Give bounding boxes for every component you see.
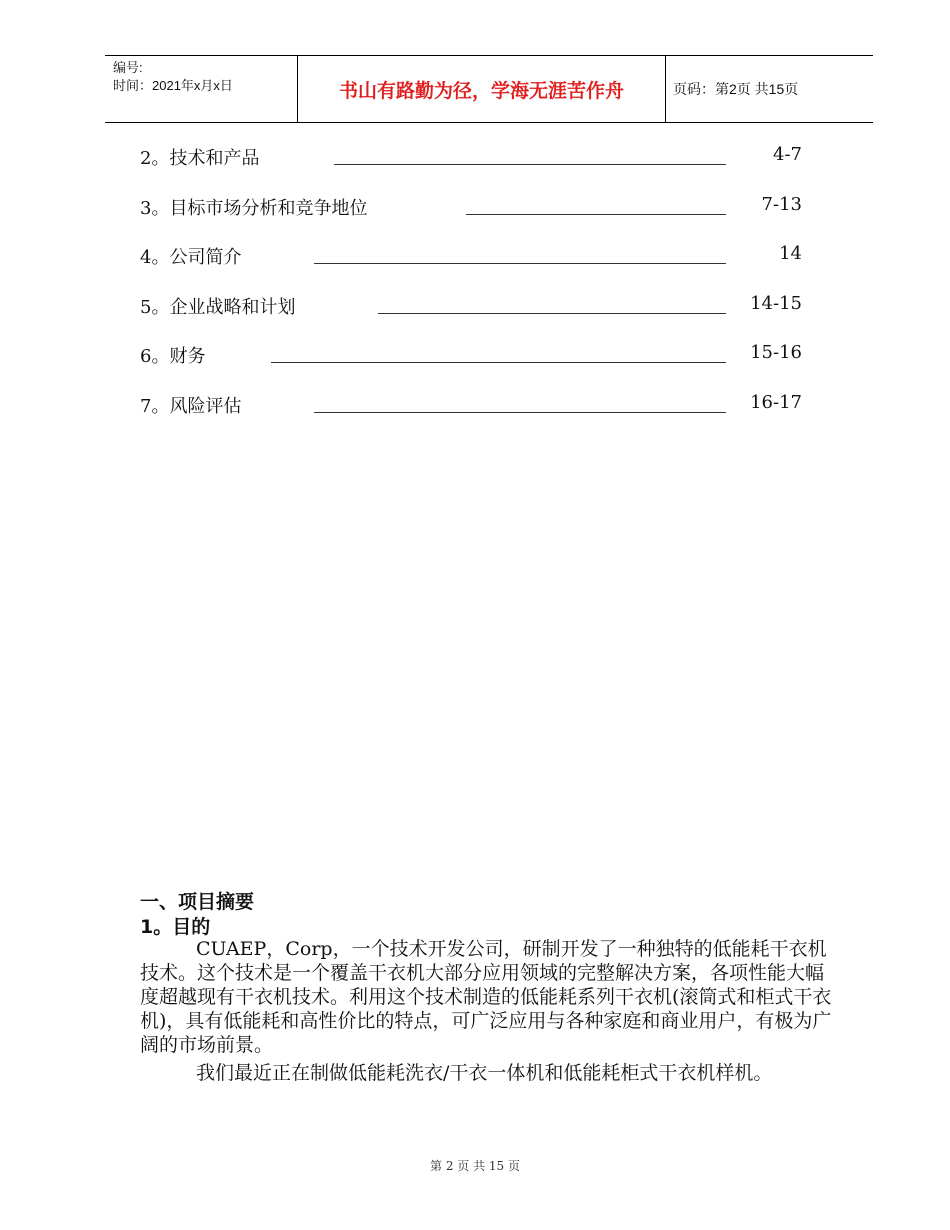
toc-entry-title: 2。技术和产品 [140, 148, 260, 169]
toc-leader-line [334, 164, 726, 165]
toc-entry-page: 4-7 [773, 144, 802, 165]
toc-leader-line [314, 412, 726, 413]
toc-entry-title: 3。目标市场分析和竞争地位 [140, 198, 368, 219]
toc-leader-line [314, 263, 726, 264]
toc-entry[interactable] [140, 289, 802, 319]
toc-entry-page: 7-13 [761, 194, 802, 215]
toc-entry[interactable] [140, 239, 802, 269]
toc-entry-page: 14-15 [750, 293, 802, 314]
paragraph-text: 我们最近正在制做低能耗洗衣/干衣一体机和低能耗柜式干衣机样机。 [196, 1062, 773, 1084]
body-paragraph [140, 1061, 840, 1085]
toc-entry[interactable] [140, 388, 802, 418]
section-title: 一、项目摘要 [140, 891, 255, 913]
number-label: 编号: [113, 60, 143, 75]
header-motto: 书山有路勤为径，学海无涯苦作舟 [297, 56, 666, 122]
toc-entry-title: 6。财务 [140, 346, 206, 367]
body-paragraph [140, 937, 840, 1057]
page-footer: 第 2 页 共 15 页 [430, 1159, 520, 1173]
toc-entry-page: 14 [779, 243, 802, 264]
toc-entry-title: 4。公司简介 [140, 247, 242, 268]
toc-leader-line [466, 214, 726, 215]
time-label: 时间：2021年x月x日 [113, 78, 233, 93]
header-page-info: 页码：第2页 共15页 [673, 81, 799, 97]
paragraph-text: CUAEP，Corp，一个技术开发公司，研制开发了一种独特的低能耗干衣机技术。这个技术是一个覆盖干衣机大部分应用领域的完整解决方案，各项性能大幅度超越现有干衣机技术。利用这个技术制造的低能耗系列干衣机(滚筒式和柜式干衣机)，具有低能耗和高性价比的特点，可广泛应用与各种家庭和商业用户，有极为广阔的市场前景。 [140, 938, 832, 1056]
header-meta [105, 56, 297, 122]
toc-leader-line [378, 313, 726, 314]
toc-entry[interactable] [140, 190, 802, 220]
toc-entry-page: 15-16 [750, 342, 802, 363]
page-header [105, 55, 873, 123]
toc-entry-title: 5。企业战略和计划 [140, 297, 296, 318]
toc-entry-title: 7。风险评估 [140, 396, 242, 417]
toc-entry-page: 16-17 [750, 392, 802, 413]
toc-entry[interactable] [140, 338, 802, 368]
subsection-title: 1。目的 [140, 916, 211, 938]
toc-entry[interactable] [140, 140, 802, 170]
toc-leader-line [271, 362, 726, 363]
